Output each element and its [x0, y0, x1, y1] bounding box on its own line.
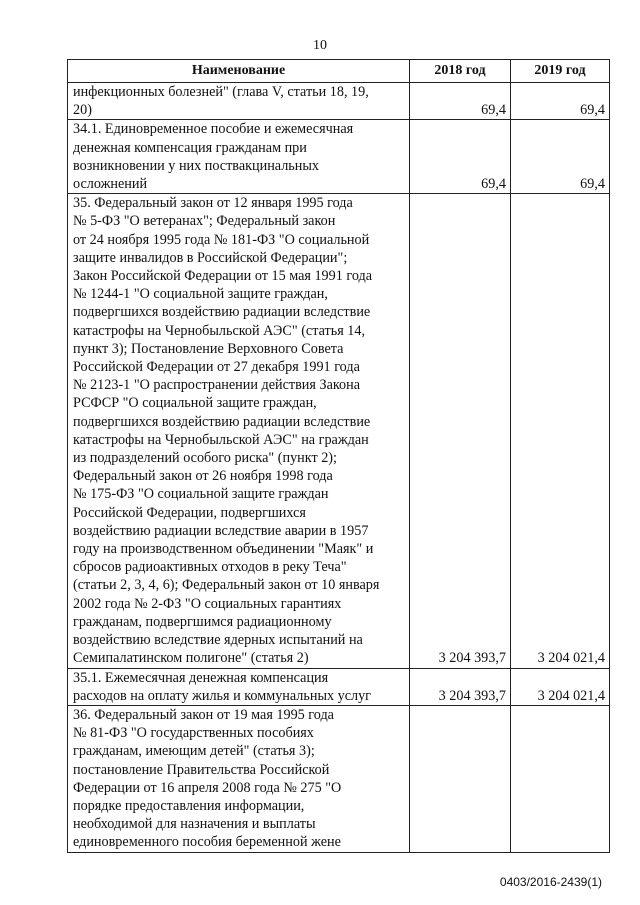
row-name-line: 35. Федеральный закон от 12 января 1995 года	[73, 195, 353, 212]
row-name-line: 36. Федеральный закон от 19 мая 1995 года	[73, 706, 334, 723]
value-2019-cell	[511, 705, 610, 852]
table-row	[68, 120, 610, 194]
row-name-cell	[68, 668, 410, 705]
row-name-line: постановление Правительства Российской	[73, 761, 330, 778]
document-code: 0403/2016-2439(1)	[499, 875, 602, 889]
value-2018-cell: 3 204 393,7	[410, 668, 511, 705]
row-name-line: № 175-ФЗ "О социальной защите граждан	[73, 486, 329, 503]
budget-table	[67, 59, 610, 853]
value-2019-cell: 69,4	[511, 120, 610, 194]
row-name-cell	[68, 120, 410, 194]
table-header-row	[68, 60, 610, 83]
row-name-cell	[68, 705, 410, 852]
header-name: Наименование	[68, 60, 410, 83]
value-2018-cell: 3 204 393,7	[410, 194, 511, 668]
table-body	[68, 83, 610, 853]
header-2018: 2018 год	[410, 60, 511, 83]
row-name-line: необходимой для назначения и выплаты	[73, 816, 316, 833]
table-row	[68, 83, 610, 120]
header-2019: 2019 год	[511, 60, 610, 83]
table-row	[68, 668, 610, 705]
row-name-line: осложнений	[73, 176, 148, 193]
row-name-line: Российской Федерации, подвергшихся	[73, 504, 306, 521]
row-name-line: единовременного пособия беременной жене	[73, 834, 341, 851]
row-name-line: № 5-ФЗ "О ветеранах"; Федеральный закон	[73, 213, 336, 230]
row-name-line: расходов на оплату жилья и коммунальных услуг	[73, 687, 371, 704]
row-name-line: подвергшихся воздействию радиации вследствие	[73, 413, 371, 430]
row-name-line: № 2123-1 "О распространении действия Закона	[73, 377, 361, 394]
value-2018-cell: 69,4	[410, 83, 511, 120]
row-name-cell	[68, 194, 410, 668]
value-2018-cell: 69,4	[410, 120, 511, 194]
row-name-line: № 1244-1 "О социальной защите граждан,	[73, 286, 328, 303]
row-name-line: сбросов радиоактивных отходов в реку Теча"	[73, 559, 347, 576]
value-2019-cell: 69,4	[511, 83, 610, 120]
row-name-line: Федеральный закон от 26 ноября 1998 года	[73, 468, 333, 485]
row-name-line: порядке предоставления информации,	[73, 797, 305, 814]
row-name-line: денежная компенсация гражданам при	[73, 139, 307, 156]
row-name-line: Федерации от 16 апреля 2008 года № 275 "О	[73, 779, 342, 796]
row-name-line: 2002 года № 2-ФЗ "О социальных гарантиях	[73, 595, 342, 612]
row-name-line: из подразделений особого риска" (пункт 2);	[73, 450, 337, 467]
row-name-cell	[68, 83, 410, 120]
row-name-line: пункт 3); Постановление Верховного Совета	[73, 340, 344, 357]
row-name-line: гражданам, имеющим детей" (статья 3);	[73, 743, 315, 760]
row-name-line: (статьи 2, 3, 4, 6); Федеральный закон от 10 января	[73, 577, 380, 594]
row-name-line: Закон Российской Федерации от 15 мая 1991 года	[73, 268, 373, 285]
row-name-line: гражданам, подвергшимся радиационному	[73, 613, 332, 630]
row-name-line: подвергшихся воздействию радиации вследствие	[73, 304, 371, 321]
value-2018-cell	[410, 705, 511, 852]
row-name-line: от 24 ноября 1995 года № 181-ФЗ "О социальной	[73, 231, 370, 248]
row-name-line: 34.1. Единовременное пособие и ежемесячная	[73, 121, 354, 138]
row-name-line: воздействию вследствие ядерных испытаний на	[73, 632, 363, 649]
page-number: 10	[313, 38, 327, 53]
row-name-line: 35.1. Ежемесячная денежная компенсация	[73, 669, 329, 686]
row-name-line: инфекционных болезней" (глава V, статьи 18, 19,	[73, 84, 369, 100]
row-name-line: катастрофы на Чернобыльской АЭС" (статья 14,	[73, 322, 366, 339]
value-2019-cell: 3 204 021,4	[511, 194, 610, 668]
value-2019-cell: 3 204 021,4	[511, 668, 610, 705]
row-name-line: № 81-ФЗ "О государственных пособиях	[73, 725, 314, 742]
row-name-line: Российской Федерации от 27 декабря 1991 года	[73, 359, 360, 376]
row-name-line: году на производственном объединении "Маяк" и	[73, 541, 374, 558]
row-name-line: РСФСР "О социальной защите граждан,	[73, 395, 317, 412]
row-name-line: воздействию радиации вследствие аварии в 1957	[73, 522, 369, 539]
table-row	[68, 705, 610, 852]
row-name-line: возникновении у них поствакцинальных	[73, 157, 319, 174]
row-name-line: Семипалатинском полигоне" (статья 2)	[73, 650, 309, 667]
row-name-line: защите инвалидов в Российской Федерации";	[73, 249, 348, 266]
row-name-line: катастрофы на Чернобыльской АЭС" на граждан	[73, 431, 369, 448]
row-name-line: 20)	[73, 102, 92, 119]
table-row	[68, 194, 610, 668]
